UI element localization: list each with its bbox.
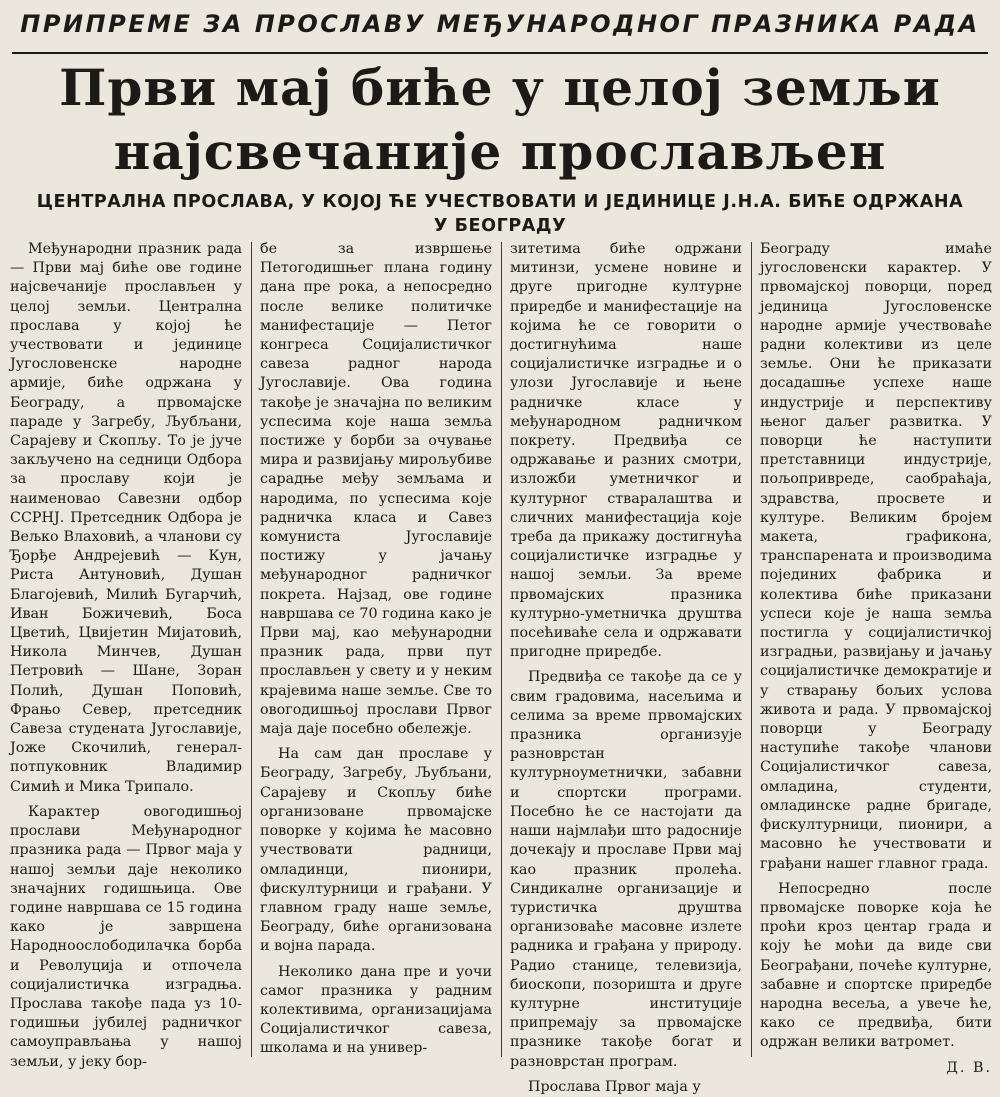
column-4-paragraph-1: Београду имаће југословенски карактер. У првомајској поворци, поред јединица Југословенске народне армије учествоваће радни колективи из целе земље. Они ће приказати досадашње успехе наше индустрије и перспективу њеног даљег развитка. У поворци ће наступити претставници индустрије, пољопривреде, саобраћаја, здравства, просвете и културе. Великим бројем макета, графикона, транспарената и производима појединих фабрика и колектива биће приказани успеси које је наша земља постигла у социјалистичкој изградњи, развијању и јачању социјалистичке демократије и у стварању бољих услова живота и рада. У првомајској поворци у Београду наступиће такође чланови Социјалистичког савеза, омладина, студенти, омладинске радне бригаде, фискултурници, пионири, а масовно ће учествовати и грађани нашег главног града. (760, 241, 992, 872)
text-column-3 (510, 240, 742, 1095)
column-3-paragraph-2: Предвиђа се такође да се у свим градовима, насељима и селима за време првомајских празника организује разноврстан културноуметнички, забавни и спортски програми. Посебно ће се настојати да наши најмлађи што радосније дочекају и прославе Први мај као празник пролећа. Синдикалне организације и туристичка друштва организоваће масовне излете радника и грађана у природу. Радио станице, телевизија, биоскопи, позоришта и друге културне институције припремају за првомајске празнике такође богат и разноврстан програм. (510, 669, 742, 1070)
column-divider-1 (251, 242, 252, 1057)
column-3-paragraph-1: зитетима биће одржани митинзи, усмене новине и друге пригодне културне приредбе и манифестације на којима ће се говорити о достигнућима наше социјалистичке изградње и о улози Југославије и њене радничке класе у међународном радничком покрету. Предвиђа се одржавање и разних смотри, изложби уметничког и културног стваралаштва и сличних манифестација које треба да прикажу достигнућа социјалистичке изградње у нашој земљи. За време првомајских празника културно-уметничка друштва посећиваће села и одржавати пригодне приредбе. (510, 241, 742, 661)
headline-line-1: Први мај биће у целој земљи (59, 58, 941, 117)
article-headline (0, 56, 1000, 184)
column-1-paragraph-2: Карактер овогодишњој прослави Међународног празника рада — Првог маја у нашој земљи даје неколико значајних годишњица. Ове године навршава се 15 година како је завршена Народноослободилачка борба и Револуција и отпочела социјалистичка изградња. Прослава такође пада уз 10-годишњи јубилеј радничког самоуправљања у нашој земљи, у јеку бор- (10, 803, 242, 1070)
text-column-2 (260, 240, 492, 1060)
column-2-paragraph-1: бе за извршење Петогодишњег плана годину дана пре рока, а непосредно после велике политичке манифестације — Петог конгреса Социјалистичког савеза радног народа Југославије. Ова година такође је значајна по великим успесима које наша земља постиже у борби за очување мира и развијању мирољубиве сарадње међу земљама и народима, по успесима које радничка класа и Савез комуниста Југославије постижу у јачању међународног радничког покрета. Најзад, ове године навршава се 70 година како је Први мај, као међународни празник рада, први пут прослављен у свету и у неким крајевима наше земље. Све то овогодишњој прослави Првог маја даје посебно обележје. (260, 241, 492, 738)
kicker-divider (12, 52, 988, 54)
article-body (10, 240, 992, 1095)
column-3-paragraph-3: Прослава Првог маја у (528, 1078, 701, 1095)
author-signature: Д. В. (946, 1059, 992, 1076)
column-1-paragraph-1: Међународни празник рада — Први мај биће ове године најсвечаније прослављен у целој земљи. Централна прослава у којој ће учествовати и јединице Југословенске народне армије, биће одржана у Београду, а првомајске параде у Загребу, Љубљани, Сарајеву и Скопљу. То је јуче закључено на седници Одбора за прославу који је наименовао Савезни одбор ССРНЈ. Претседник Одбора је Вељко Влаховић, а чланови су Ђорђе Андрејевић — Кун, Риста Антуновић, Душан Благојевић, Милић Бугарчић, Иван Божичевић, Боса Цветић, Цвијетин Мијатовић, Никола Минчев, Душан Петровић — Шане, Зоран Полић, Душан Поповић, Фрањо Север, претседник Савеза студената Југославије, Јоже Скочилић, генерал-потпуковник Владимир Симић и Мика Трипало. (10, 241, 242, 795)
article-subheadline: ЦЕНТРАЛНА ПРОСЛАВА, У КОЈОЈ ЋЕ УЧЕСТВОВАТИ И ЈЕДИНИЦЕ Ј.Н.А. БИЋЕ ОДРЖАНА У БЕОГРАДУ (36, 192, 964, 236)
text-column-4 (760, 240, 992, 1076)
column-2-paragraph-2: На сам дан прославе у Београду, Загребу, Љубљани, Сарајеву и Скопљу биће организоване првомајске поворке у којима ће масовно учествовати радници, омладинци, пионири, фискултурници и грађани. У главном граду наше земље, Београду, биће организована и војна парада. (260, 746, 492, 955)
text-column-1 (10, 240, 242, 1070)
column-2-paragraph-3: Неколико дана пре и уочи самог празника у радним колективима, организацијама Социјалистичког савеза, школама и на универ- (260, 963, 492, 1057)
article-kicker: ПРИПРЕМЕ ЗА ПРОСЛАВУ МЕЂУНАРОДНОГ ПРАЗНИКА РАДА (20, 10, 980, 38)
headline-line-2: најсвечаније прослављен (113, 122, 887, 181)
column-divider-2 (501, 242, 502, 1057)
column-4-paragraph-2: Непосредно после првомајске поворке која ће проћи кроз центар града и коју ће моћи да виде сви Београђани, почеће културне, забавне и спортске приредбе народна весеља, а увече ће, како се предвиђа, бити одржан велики ватромет. (760, 880, 992, 1051)
column-divider-3 (751, 242, 752, 1057)
